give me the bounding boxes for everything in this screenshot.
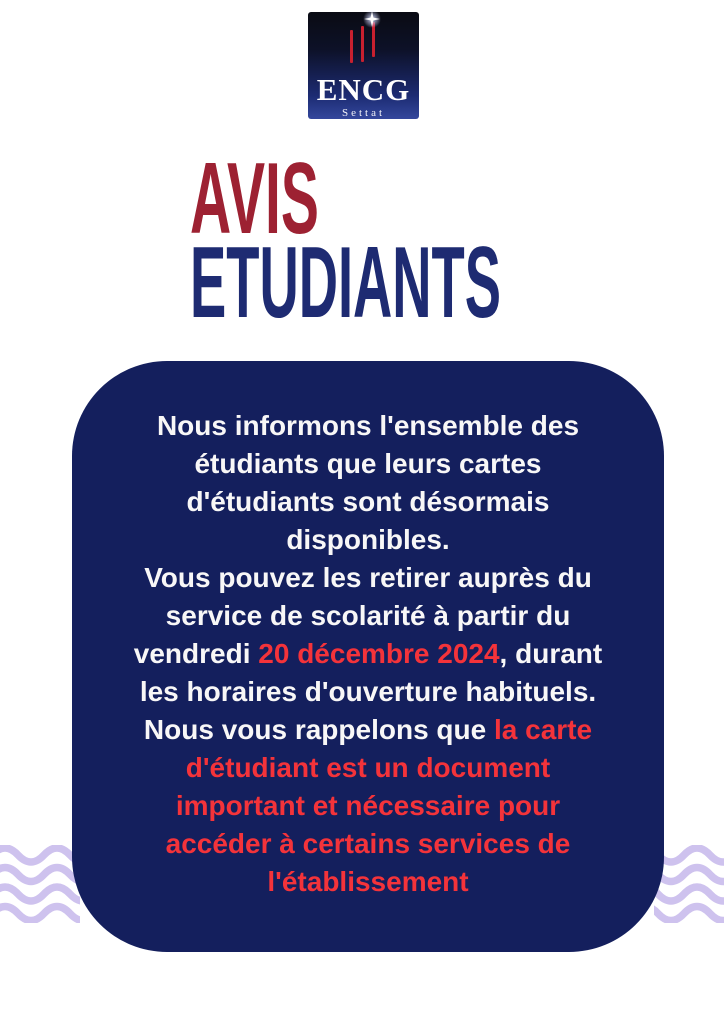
announcement-line [100,597,636,635]
announcement-line [100,521,636,559]
announcement-line [100,711,636,749]
wave-line [654,887,724,901]
announcement-line [100,483,636,521]
announcement-line [100,825,636,863]
announcement-text [72,361,664,901]
announcement-line [100,635,636,673]
wave-decoration-left [0,845,80,923]
announcement-line [100,673,636,711]
announcement-line [100,445,636,483]
announcement-line [100,407,636,445]
body-text: disponibles. [286,524,450,555]
highlight-text: la carte [493,714,593,745]
highlight-text: accéder à certains services de [165,828,571,859]
body-text: Nous vous rappelons que [143,714,494,745]
body-text: les horaires d'ouverture habituels. [139,676,597,707]
logo-minaret-bar [350,30,353,63]
highlight-text: important et nécessaire pour [175,790,561,821]
wave-line [654,907,724,921]
wave-line [0,907,80,921]
wave-line [0,887,80,901]
wave-line [0,848,80,862]
body-text: Nous informons l'ensemble des [156,410,580,441]
logo-minaret-bar [361,26,364,62]
wave-line [654,848,724,862]
body-text: , durant [499,638,603,669]
body-text: étudiants que leurs cartes [194,448,542,479]
body-text: vendredi [133,638,259,669]
highlight-text: d'étudiant est un document [185,752,551,783]
body-text: service de scolarité à partir du [165,600,571,631]
body-text: d'étudiants sont désormais [186,486,550,517]
title-etudiants-text: ETUDIANTS [190,227,501,339]
title-etudiants [190,227,512,339]
announcement-line [100,787,636,825]
announcement-card [72,361,664,952]
wave-line [654,868,724,882]
announcement-line [100,559,636,597]
wave-decoration-right [654,845,724,923]
highlight-text: l'établissement [267,866,469,897]
body-text: Vous pouvez les retirer auprès du [144,562,592,593]
sparkle-icon [363,10,381,28]
highlight-text: 20 décembre 2024 [258,638,500,669]
logo-subtitle: Settat [341,107,386,119]
announcement-line [100,749,636,787]
encg-logo [308,12,419,119]
title-avis-text: AVIS [190,143,319,255]
wave-line [0,868,80,882]
announcement-line [100,863,636,901]
logo-wordmark: ENCG [316,72,411,107]
